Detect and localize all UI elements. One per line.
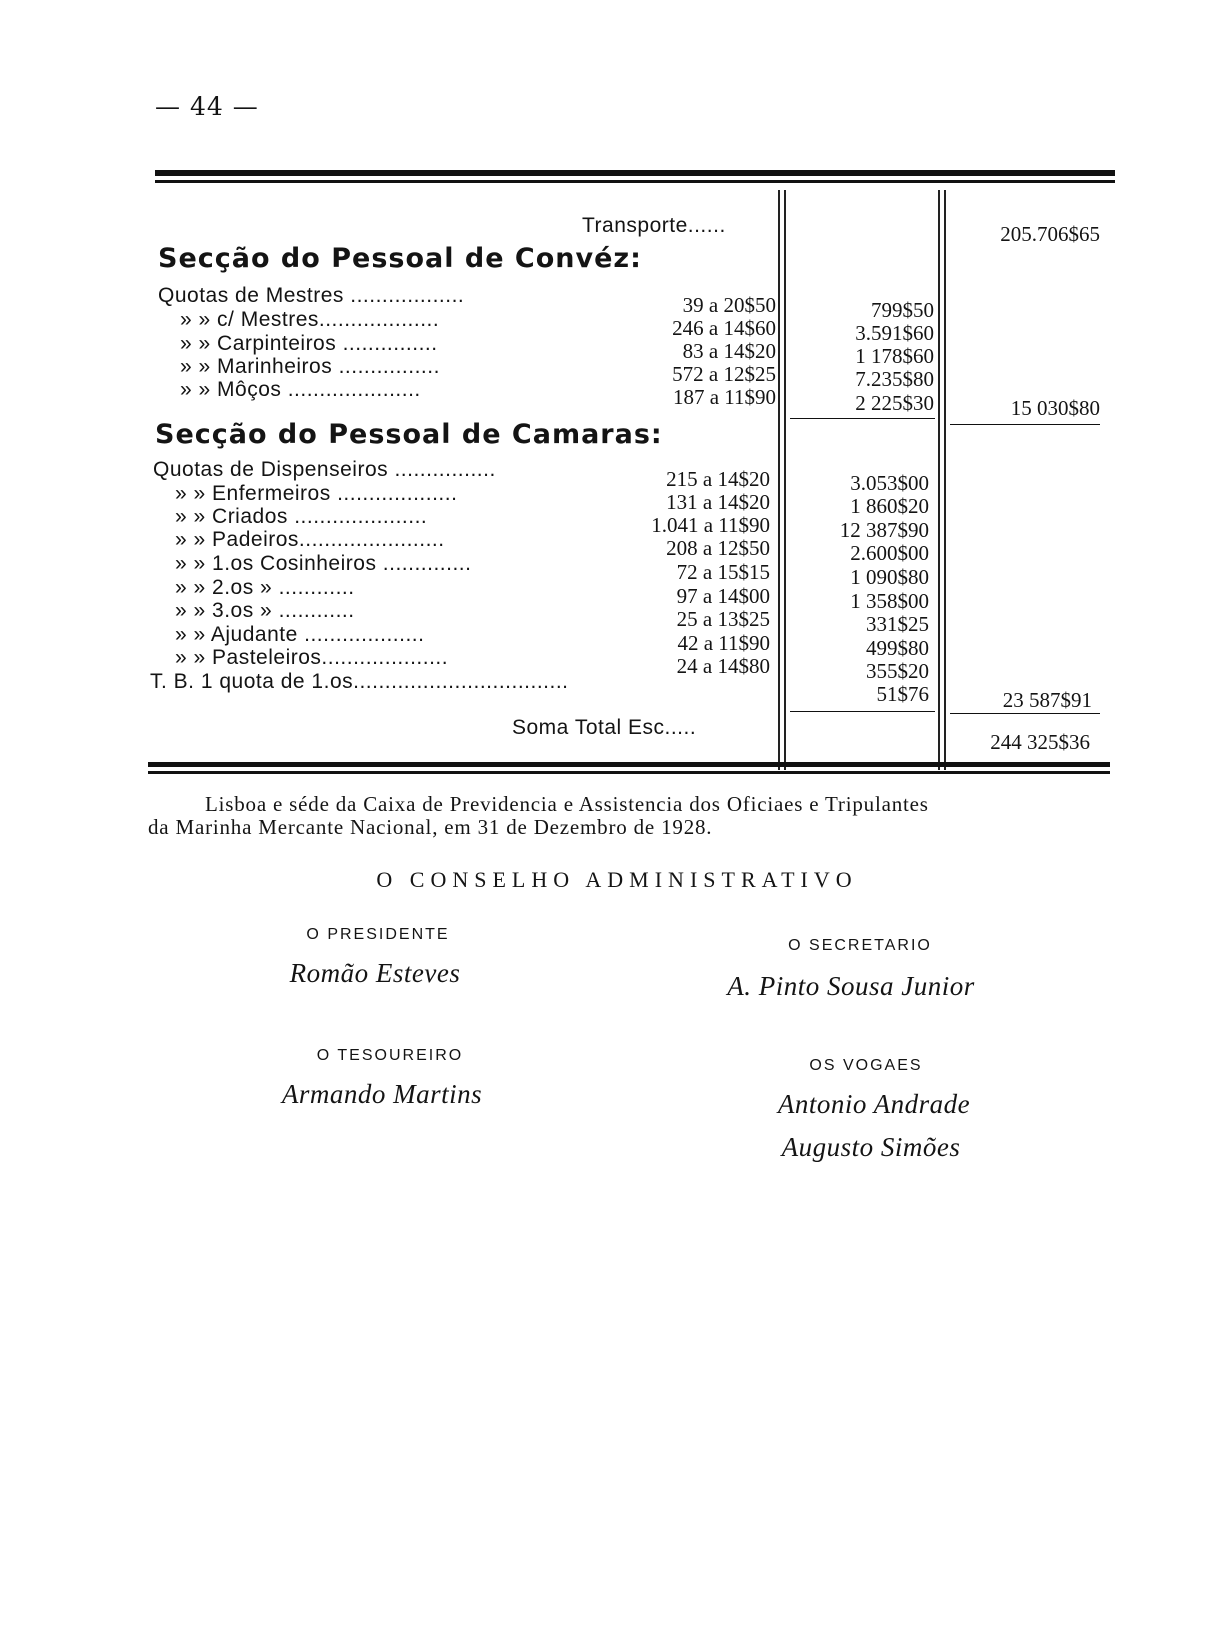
amount: 2 225$30: [855, 391, 934, 415]
secretary-name: A. Pinto Sousa Junior: [727, 971, 975, 1001]
rate: 1.041 a 11$90: [651, 513, 770, 537]
total-rule: [790, 711, 935, 712]
footer-line-2: da Marinha Mercante Nacional, em 31 de Dezembro de 1928.: [148, 815, 713, 839]
list-item: » » Môços .....................: [180, 378, 421, 401]
total-rule: [950, 713, 1100, 714]
column-divider: [784, 190, 786, 770]
grand-total-label: Soma Total Esc.....: [512, 716, 697, 739]
amount: 1 860$20: [850, 494, 929, 518]
list-item: Quotas de Dispenseiros ................: [153, 458, 496, 481]
treasurer-title: O TESOUREIRO: [316, 1047, 464, 1064]
column-divider: [778, 190, 780, 770]
page-number: — 44 —: [155, 92, 259, 121]
rate: 208 a 12$50: [666, 536, 770, 560]
amount: 799$50: [871, 298, 934, 322]
rate: 24 a 14$80: [676, 654, 770, 678]
members-title: OS VOGAES: [809, 1057, 923, 1074]
list-item: » » Carpinteiros ...............: [180, 332, 438, 355]
top-rule-thin: [155, 180, 1115, 183]
list-item: » » 2.os » ............: [175, 576, 355, 599]
amount: 1 178$60: [855, 344, 934, 368]
bottom-rule-thin: [148, 771, 1110, 774]
secretary-title: O SECRETARIO: [788, 937, 932, 954]
amount: 3.591$60: [855, 321, 934, 345]
amount: 3.053$00: [850, 471, 929, 495]
president-name: Romão Esteves: [289, 958, 461, 988]
subtotal-rule: [950, 424, 1100, 425]
treasurer-name: Armando Martins: [281, 1079, 483, 1109]
bottom-rule: [148, 762, 1110, 767]
rate: 97 a 14$00: [676, 584, 770, 608]
list-item: » » 3.os » ............: [175, 599, 355, 622]
rate: 215 a 14$20: [666, 467, 770, 491]
council-title: O CONSELHO ADMINISTRATIVO: [376, 867, 858, 892]
member-name: Antonio Andrade: [777, 1089, 971, 1119]
list-item: » » Ajudante ...................: [175, 623, 425, 646]
rate: 72 a 15$15: [676, 560, 770, 584]
list-item: » » Pasteleiros....................: [175, 646, 449, 669]
grand-total-value: 244 325$36: [990, 730, 1090, 754]
amount: 2.600$00: [850, 541, 929, 565]
section-title-convez: Secção do Pessoal de Convéz:: [158, 243, 642, 274]
rate: 572 a 12$25: [672, 362, 776, 386]
list-item: Quotas de Mestres ..................: [158, 284, 465, 307]
list-item: » » c/ Mestres...................: [180, 308, 440, 331]
list-item: » » Marinheiros ................: [180, 355, 440, 378]
rate: 25 a 13$25: [676, 607, 770, 631]
transport-label: Transporte......: [582, 214, 726, 237]
list-item: » » Criados .....................: [175, 505, 428, 528]
column-divider: [944, 190, 946, 770]
tb-row-label: T. B. 1 quota de 1.os..................................: [150, 670, 569, 693]
transport-total: 205.706$65: [1000, 222, 1100, 246]
footer-line-1: Lisboa e séde da Caixa de Previdencia e Assistencia dos Oficiaes e Tripulantes: [205, 792, 929, 816]
section2-subtotal: 23 587$91: [1002, 688, 1092, 712]
amount: 7.235$80: [855, 367, 934, 391]
list-item: » » 1.os Cosinheiros ..............: [175, 552, 472, 575]
president-title: O PRESIDENTE: [306, 926, 450, 943]
amount: 1 090$80: [850, 565, 929, 589]
section-title-camaras: Secção do Pessoal de Camaras:: [155, 419, 663, 450]
amount: 1 358$00: [850, 589, 929, 613]
amount: 331$25: [866, 612, 929, 636]
list-item: » » Enfermeiros ...................: [175, 482, 458, 505]
column-divider: [938, 190, 940, 770]
amount: 499$80: [866, 636, 929, 660]
section1-subtotal: 15 030$80: [1010, 396, 1100, 420]
rate: 83 a 14$20: [682, 339, 776, 363]
subtotal-rule: [790, 418, 935, 419]
rate: 39 a 20$50: [682, 293, 776, 317]
amount: 12 387$90: [839, 518, 929, 542]
rate: 187 a 11$90: [672, 385, 776, 409]
amount: 355$20: [866, 659, 929, 683]
top-rule: [155, 170, 1115, 176]
rate: 246 a 14$60: [672, 316, 776, 340]
rate: 131 a 14$20: [666, 490, 770, 514]
rate: 42 a 11$90: [677, 631, 770, 655]
amount: 51$76: [876, 682, 929, 706]
member-name: Augusto Simões: [781, 1132, 961, 1162]
list-item: » » Padeiros.......................: [175, 528, 445, 551]
